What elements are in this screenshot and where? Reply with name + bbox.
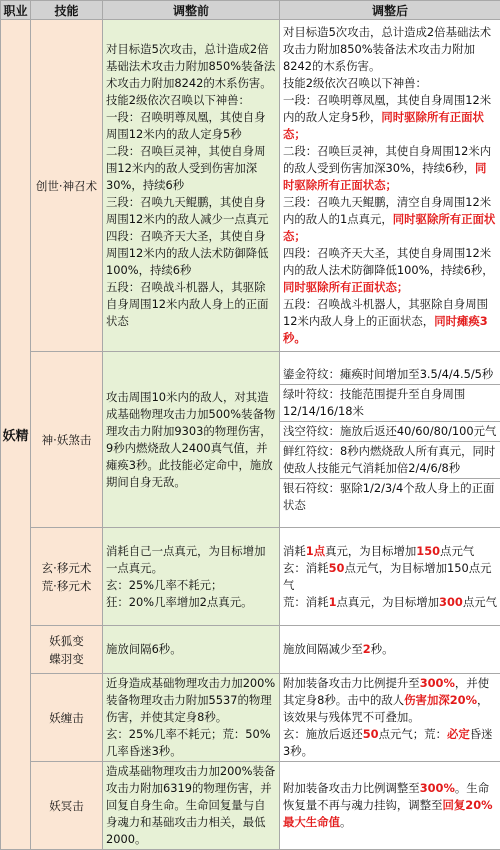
after-text: 对目标造5次攻击，总计造成2倍基础法术攻击力附加850%装备法术攻击力附加8242的木系伤害。: [283, 24, 497, 75]
after-segment: 五段：召唤战斗机器人，其驱除自身周围12米内敌人身上的正面状态，: [283, 297, 488, 328]
header-class: 职业: [1, 1, 31, 20]
table-row: [1, 674, 500, 762]
after-cell: [280, 20, 500, 352]
after-text: [283, 560, 497, 594]
after-cell: [280, 352, 500, 528]
rune-item: 银石符纹：驱除1/2/3/4个敌人身上的正面状态: [280, 479, 500, 515]
highlight-text: 150: [416, 544, 440, 558]
after-segment: 附加装备攻击力比例提升至: [283, 676, 420, 690]
after-segment: 玄：施放后返还: [283, 727, 363, 741]
highlight-text: 300%: [420, 676, 455, 690]
skill-name: 妖冥击: [31, 762, 103, 850]
after-segment: ，该效果与残体咒不可叠加。: [283, 693, 488, 724]
after-segment: 二段：召唤巨灵神，其使自身周围12米内的敌人受到伤害加深30%，持续6秒，: [283, 144, 491, 175]
table-row: [1, 626, 500, 674]
skill-name: 神·妖煞击: [31, 352, 103, 528]
highlight-text: 伤害加深20%: [404, 693, 477, 707]
after-text: [283, 675, 497, 726]
highlight-text: 同时驱除所有正面状态；: [283, 161, 486, 192]
after-segment: 。生命恢复量不再与魂力挂钩，调整至: [283, 781, 489, 812]
after-text: [283, 594, 497, 611]
highlight-text: 50: [363, 727, 379, 741]
table-row: [1, 20, 500, 352]
after-cell: [280, 528, 500, 626]
skill-name-line: 妖狐变: [31, 632, 102, 650]
skill-name: 妖缠击: [31, 674, 103, 762]
before-text: 一段：召唤明尊凤凰，其使自身周围12米内的敌人定身5秒: [106, 109, 276, 143]
skill-name: [31, 528, 103, 626]
after-text: [283, 194, 497, 245]
table-row: [1, 762, 500, 850]
highlight-text: 300: [439, 595, 463, 609]
after-text: [283, 143, 497, 194]
highlight-text: 同时驱除所有正面状态；: [283, 280, 408, 294]
before-cell: 施放间隔6秒。: [103, 626, 280, 674]
after-text: 技能2级依次召唤以下神兽：: [283, 75, 497, 92]
highlight-text: 同时驱除所有正面状态；: [283, 212, 495, 243]
highlight-text: 回复20%最大生命值: [283, 798, 493, 829]
skill-name-line: 荒·移元术: [31, 577, 102, 595]
highlight-text: 50: [329, 561, 345, 575]
after-cell: [280, 762, 500, 850]
before-text: 技能2级依次召唤以下神兽：: [106, 92, 276, 109]
after-segment: ，并使其定身8秒。击中的敌人: [283, 676, 489, 707]
after-segment: 施放间隔减少至: [283, 642, 363, 656]
after-cell: [280, 674, 500, 762]
before-text: 对目标造5次攻击，总计造成2倍基础法术攻击力附加850%装备法术攻击力附加8242的木系伤害。: [106, 41, 276, 92]
after-segment: 点元气: [440, 544, 474, 558]
after-segment: 附加装备攻击力比例调整至: [283, 781, 420, 795]
before-cell: 造成基础物理攻击力加200%装备攻击力附加6319的物理伤害，并回复自身生命。生命回复量与自身魂力和基础攻击力相关，最低2000。: [103, 762, 280, 850]
before-text: 攻击周围10米内的敌人，对其造成基础物理攻击力加500%装备物理攻击力附加9303的物理伤害，9秒内燃烧敌人2400真气值，并瘫痪3秒。此技能必定命中，施放期间自身无敌。: [106, 389, 276, 491]
after-segment: 点真元，为目标增加: [337, 595, 440, 609]
before-text: 狂：20%几率增加2点真元。: [106, 594, 276, 611]
after-segment: 消耗: [283, 544, 306, 558]
after-segment: 荒：消耗: [283, 595, 329, 609]
before-cell: [103, 674, 280, 762]
table-row: [1, 352, 500, 528]
after-segment: 一段：召唤明尊凤凰，其使自身周围12米内的敌人定身5秒，: [283, 93, 491, 124]
before-cell: [103, 20, 280, 352]
after-cell: [280, 626, 500, 674]
highlight-text: 同时驱除所有正面状态；: [283, 110, 484, 141]
header-skill: 技能: [31, 1, 103, 20]
highlight-text: 300%: [420, 781, 455, 795]
after-segment: 秒。: [371, 642, 394, 656]
after-segment: 点元气；荒：: [379, 727, 447, 741]
after-segment: 四段：召唤齐天大圣，其使自身周围12米内的敌人法术防御降低100%，持续6秒，: [283, 246, 494, 277]
after-segment: 三段：召唤九天鲲鹏，清空自身周围12米内的敌人的1点真元，: [283, 195, 491, 226]
header-after: 调整后: [280, 1, 500, 20]
after-text: [283, 543, 497, 560]
highlight-text: 1: [329, 595, 337, 609]
after-segment: 点元气，为目标增加150点元气: [283, 561, 491, 592]
before-text: 消耗自己一点真元，为目标增加一点真元。: [106, 543, 276, 577]
rune-item: 浅空符纹：施放后返还40/60/80/100元气: [280, 422, 500, 442]
highlight-text: 必定: [447, 727, 470, 741]
after-segment: 。: [340, 815, 351, 829]
after-segment: 真元，为目标增加: [325, 544, 416, 558]
skill-name-line: 蝶羽变: [31, 650, 102, 668]
after-segment: 昏迷3秒。: [283, 727, 493, 758]
skill-name: [31, 626, 103, 674]
table-row: [1, 528, 500, 626]
before-text: 玄：25%几率不耗元；荒：50%几率昏迷3秒。: [106, 726, 276, 760]
after-segment: 玄：消耗: [283, 561, 329, 575]
before-text: 二段：召唤巨灵神，其使自身周围12米内的敌人受到伤害加深30%，持续6秒: [106, 143, 276, 194]
rune-item: 绿叶符纹：技能范围提升至自身周围12/14/16/18米: [280, 385, 500, 422]
after-text: [283, 726, 497, 760]
before-text: 玄：25%几率不耗元；: [106, 577, 276, 594]
highlight-text: 同时瘫痪3秒。: [283, 314, 488, 345]
after-segment: 点元气: [463, 595, 497, 609]
highlight-text: 2: [363, 642, 371, 656]
before-text: 四段：召唤齐天大圣，其使自身周围12米内的敌人法术防御降低100%，持续6秒: [106, 228, 276, 279]
after-text: [283, 245, 497, 296]
before-cell: [103, 352, 280, 528]
rune-item: 鎏金符纹：瘫痪时间增加至3.5/4/4.5/5秒: [280, 365, 500, 385]
rune-item: 鲜红符纹：8秒内燃烧敌人所有真元，同时使敌人技能元气消耗加倍2/4/6/8秒: [280, 442, 500, 479]
after-text: [283, 92, 497, 143]
class-cell: 妖精: [1, 20, 31, 850]
header-before: 调整前: [103, 1, 280, 20]
header-row: [1, 1, 500, 20]
skill-name: 创世·神召术: [31, 20, 103, 352]
before-text: 近身造成基础物理攻击力加200%装备物理攻击力附加5537的物理伤害，并使其定身8秒。: [106, 675, 276, 726]
before-text: 五段：召唤战斗机器人，其驱除自身周围12米内敌人身上的正面状态: [106, 279, 276, 330]
before-text: 三段：召唤九天鲲鹏，其使自身周围12米内的敌人减少一点真元: [106, 194, 276, 228]
after-text: [283, 296, 497, 347]
before-cell: [103, 528, 280, 626]
skill-name-line: 玄·移元术: [31, 559, 102, 577]
highlight-text: 1点: [306, 544, 325, 558]
